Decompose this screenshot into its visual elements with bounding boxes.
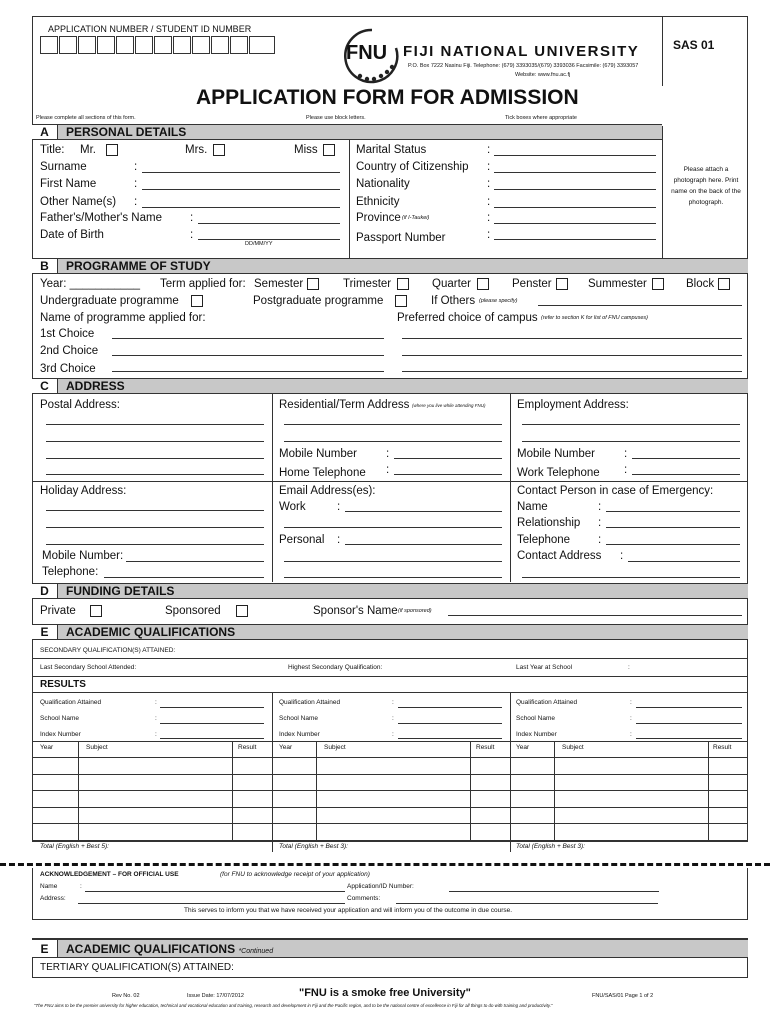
tertiary-label: TERTIARY QUALIFICATION(S) ATTAINED: <box>40 962 234 973</box>
marital-label: Marital Status <box>356 144 427 156</box>
postal-label: Postal Address: <box>40 399 120 411</box>
last-year-label: Last Year at School <box>516 664 573 671</box>
miss-checkbox[interactable] <box>323 144 335 156</box>
section-letter: B <box>32 259 58 273</box>
school-name-label: School Name <box>40 715 80 722</box>
postal-field[interactable] <box>46 458 264 459</box>
section-e-header <box>32 624 748 640</box>
section-e2-header <box>32 939 748 958</box>
quarter-checkbox[interactable] <box>477 278 489 290</box>
home-telephone-label: Home Telephone <box>279 467 366 479</box>
sponsored-label: Sponsored <box>165 605 221 617</box>
ack-name-label: Name <box>40 883 58 890</box>
col-year: Year <box>279 744 293 751</box>
campus-note: (refer to section K for list of FNU campuses) <box>541 315 648 321</box>
total-best5: Total (English + Best 5): <box>40 843 109 850</box>
logo-text: FNU <box>346 42 388 64</box>
mobile-number-label: Mobile Number <box>279 448 357 460</box>
province-field[interactable] <box>494 223 656 224</box>
photo-area[interactable] <box>662 126 748 258</box>
residential-note: (where you live while attending FNU) <box>412 403 486 408</box>
choice1-field[interactable] <box>112 338 384 339</box>
page-title: APPLICATION FORM FOR ADMISSION <box>196 86 579 109</box>
id-box[interactable] <box>78 36 96 54</box>
parent-name-field[interactable] <box>198 223 340 224</box>
if-others-note: (please specify) <box>479 298 518 304</box>
qual-attained-label: Qualification Attained <box>279 699 341 706</box>
holiday-field[interactable] <box>46 527 264 528</box>
sponsor-note: (if sponsored) <box>398 608 432 614</box>
section-c-header <box>32 378 748 394</box>
col-subject: Subject <box>562 744 584 751</box>
ack-name-field[interactable] <box>85 891 345 892</box>
holiday-mobile-label: Mobile Number: <box>42 550 124 562</box>
year-field[interactable]: Year: ___________ <box>40 278 140 290</box>
residential-label: Residential/Term Address <box>279 399 410 411</box>
mrs-checkbox[interactable] <box>213 144 225 156</box>
choice2-field[interactable] <box>112 355 384 356</box>
ack-title: ACKNOWLEDGEMENT – FOR OFFICIAL USE <box>40 871 179 878</box>
employment-mobile-field[interactable] <box>632 458 740 459</box>
penster-label: Penster <box>512 278 552 290</box>
ack-address-label: Address: <box>40 895 66 902</box>
section-letter: E <box>32 940 58 957</box>
first-name-label: First Name <box>40 178 97 190</box>
note-left: Please complete all sections of this form. <box>36 115 136 121</box>
mr-checkbox[interactable] <box>106 144 118 156</box>
sponsor-name-field[interactable] <box>448 615 742 616</box>
surname-label: Surname <box>40 161 87 173</box>
postal-field[interactable] <box>46 441 264 442</box>
footer-rev: Rev No. 02 <box>112 993 140 999</box>
section-letter: D <box>32 584 58 598</box>
semester-checkbox[interactable] <box>307 278 319 290</box>
trimester-label: Trimester <box>343 278 392 290</box>
if-others-field[interactable] <box>538 305 742 306</box>
col-result: Result <box>238 744 257 751</box>
id-box[interactable] <box>135 36 153 54</box>
email-personal-field2[interactable] <box>284 561 502 562</box>
app-id-label: APPLICATION NUMBER / STUDENT ID NUMBER <box>48 24 252 34</box>
name-programme-label: Name of programme applied for: <box>40 312 206 324</box>
emergency-address-field2[interactable] <box>522 577 740 578</box>
title-label: Title: <box>40 144 65 156</box>
school-name-label: School Name <box>279 715 319 722</box>
col-subject: Subject <box>324 744 346 751</box>
dob-format: DD/MM/YY <box>245 241 273 247</box>
last-school-label: Last Secondary School Attended: <box>40 664 137 671</box>
total-best3: Total (English + Best 3): <box>279 843 348 850</box>
private-checkbox[interactable] <box>90 605 102 617</box>
qual-attained-label: Qualification Attained <box>516 699 578 706</box>
ack-address-field[interactable] <box>78 903 345 904</box>
residential-field[interactable] <box>284 441 502 442</box>
section-letter: A <box>32 125 58 139</box>
undergrad-checkbox[interactable] <box>191 295 203 307</box>
qual-attained-field[interactable] <box>160 707 264 708</box>
emergency-name-label: Name <box>517 501 548 513</box>
emergency-address-field[interactable] <box>628 561 740 562</box>
campus1-field[interactable] <box>402 338 742 339</box>
campus3-field[interactable] <box>402 371 742 372</box>
section-title: PROGRAMME OF STUDY <box>66 259 211 273</box>
id-box[interactable] <box>173 36 191 54</box>
employment-field[interactable] <box>522 424 740 425</box>
mr-label: Mr. <box>80 144 96 156</box>
section-a-header <box>32 124 662 140</box>
choice3-label: 3rd Choice <box>40 363 96 375</box>
section-title: ACADEMIC QUALIFICATIONS *Continued <box>66 942 274 956</box>
postgrad-label: Postgraduate programme <box>253 295 384 307</box>
passport-label: Passport Number <box>356 232 446 244</box>
photo-note: Please attach a photograph here. Print name on the back of the photograph. <box>671 166 741 206</box>
block-checkbox[interactable] <box>718 278 730 290</box>
continued-note: *Continued <box>238 948 274 955</box>
qual-attained-field[interactable] <box>398 707 502 708</box>
emergency-relationship-label: Relationship <box>517 517 581 529</box>
ack-appid-label: Application/ID Number: <box>347 883 414 890</box>
other-names-label: Other Name(s) <box>40 196 117 208</box>
private-label: Private <box>40 605 76 617</box>
mrs-label: Mrs. <box>185 144 208 156</box>
nationality-field[interactable] <box>494 189 656 190</box>
website-line: Website: www.fnu.ac.fj <box>515 72 571 78</box>
id-box[interactable] <box>97 36 115 54</box>
results-label: RESULTS <box>40 679 86 690</box>
index-number-label: Index Number <box>516 731 557 738</box>
footer-slogan: "FNU is a smoke free University" <box>299 987 471 999</box>
campus2-field[interactable] <box>402 355 742 356</box>
qual-attained-label: Qualification Attained <box>40 699 102 706</box>
id-box[interactable] <box>59 36 77 54</box>
email-work-field2[interactable] <box>284 527 502 528</box>
term-label: Term applied for: <box>160 278 246 290</box>
col-result: Result <box>476 744 495 751</box>
section-d-header <box>32 583 748 599</box>
total-best3: Total (English + Best 3): <box>516 843 585 850</box>
col-result: Result <box>713 744 732 751</box>
summester-label: Summester <box>588 278 647 290</box>
emergency-address-label: Contact Address <box>517 550 602 562</box>
id-box[interactable] <box>249 36 275 54</box>
col-year: Year <box>40 744 54 751</box>
form-code: SAS 01 <box>673 38 715 52</box>
residential-field[interactable] <box>284 424 502 425</box>
postgrad-checkbox[interactable] <box>395 295 407 307</box>
sponsor-name-label: Sponsor's Name <box>313 605 398 617</box>
email-work-label: Work <box>279 501 306 513</box>
work-telephone-field[interactable] <box>632 474 740 475</box>
work-telephone-label: Work Telephone <box>517 467 600 479</box>
footer-issue: Issue Date: 17/07/2012 <box>187 993 244 999</box>
sponsored-checkbox[interactable] <box>236 605 248 617</box>
email-personal-label: Personal <box>279 534 325 546</box>
ethnicity-label: Ethnicity <box>356 196 400 208</box>
cut-line <box>0 863 770 866</box>
postal-field[interactable] <box>46 474 264 475</box>
emergency-telephone-field[interactable] <box>606 544 740 545</box>
index-number-field[interactable] <box>160 738 264 739</box>
email-work-field[interactable] <box>345 511 502 512</box>
ack-comments-label: Comments: <box>347 895 381 902</box>
semester-label: Semester <box>254 278 304 290</box>
index-number-label: Index Number <box>279 731 320 738</box>
section-letter: E <box>32 625 58 639</box>
school-name-field[interactable] <box>160 723 264 724</box>
choice2-label: 2nd Choice <box>40 345 99 357</box>
ack-appid-field[interactable] <box>449 891 659 892</box>
quarter-label: Quarter <box>432 278 471 290</box>
parent-name-label: Father's/Mother's Name <box>40 212 162 224</box>
university-name: FIJI NATIONAL UNIVERSITY <box>403 43 640 60</box>
emergency-relationship-field[interactable] <box>606 527 740 528</box>
ack-note: (for FNU to acknowledge receipt of your application) <box>220 871 370 878</box>
footer-code: FNU/SAS/01 Page 1 of 2 <box>592 993 654 999</box>
footer-mission: "The FNU aims to be the premier university for higher education, technical and vocational education and training, research and development in Fiji and the Pacific region, and to be the national centre of excellence in Fiji for all things to do with training and productivity." <box>34 1003 553 1008</box>
emergency-telephone-label: Telephone <box>517 534 571 546</box>
ack-statement: This serves to inform you that we have received your application and will inform you of the outcome in due course. <box>184 907 513 914</box>
index-number-field[interactable] <box>636 738 742 739</box>
citizenship-label: Country of Citizenship <box>356 161 469 173</box>
summester-checkbox[interactable] <box>652 278 664 290</box>
holiday-telephone-field[interactable] <box>104 577 264 578</box>
index-number-field[interactable] <box>398 738 502 739</box>
holiday-mobile-field[interactable] <box>126 561 264 562</box>
email-personal-field3[interactable] <box>284 577 502 578</box>
miss-label: Miss <box>294 144 318 156</box>
holiday-label: Holiday Address: <box>40 485 127 497</box>
section-title: ACADEMIC QUALIFICATIONS <box>66 625 236 639</box>
id-box[interactable] <box>116 36 134 54</box>
surname-field[interactable] <box>142 172 340 173</box>
passport-field[interactable] <box>494 239 656 240</box>
fnu-logo <box>336 26 408 84</box>
note-right: Tick boxes where appropriate <box>505 115 577 121</box>
if-others-label: If Others <box>431 295 476 307</box>
choice3-field[interactable] <box>112 371 384 372</box>
holiday-field[interactable] <box>46 544 264 545</box>
mobile-number-field[interactable] <box>394 458 502 459</box>
emergency-contact-label: Contact Person in case of Emergency: <box>517 485 714 497</box>
school-name-field[interactable] <box>636 723 742 724</box>
emergency-name-field[interactable] <box>606 511 740 512</box>
highest-qual-label: Highest Secondary Qualification: <box>288 664 383 671</box>
penster-checkbox[interactable] <box>556 278 568 290</box>
undergrad-label: Undergraduate programme <box>40 295 179 307</box>
home-telephone-field[interactable] <box>394 474 502 475</box>
id-box[interactable] <box>211 36 229 54</box>
holiday-field[interactable] <box>46 510 264 511</box>
col-subject: Subject <box>86 744 108 751</box>
id-box[interactable] <box>192 36 210 54</box>
secondary-attained-label: SECONDARY QUALIFICATION(S) ATTAINED: <box>40 647 176 654</box>
postal-field[interactable] <box>46 424 264 425</box>
dob-field[interactable] <box>198 239 340 240</box>
preferred-campus-label: Preferred choice of campus <box>397 312 538 324</box>
section-letter: C <box>32 379 58 393</box>
col-year: Year <box>516 744 530 751</box>
section-b-header <box>32 258 748 274</box>
qual-attained-field[interactable] <box>636 707 742 708</box>
section-title: FUNDING DETAILS <box>66 584 175 598</box>
email-personal-field[interactable] <box>345 544 502 545</box>
id-box[interactable] <box>154 36 172 54</box>
section-title: ADDRESS <box>66 379 125 393</box>
marital-field[interactable] <box>494 155 656 156</box>
nationality-label: Nationality <box>356 178 410 190</box>
dob-label: Date of Birth <box>40 229 104 241</box>
employment-label: Employment Address: <box>517 399 629 411</box>
ack-comments-field[interactable] <box>396 903 658 904</box>
school-name-label: School Name <box>516 715 556 722</box>
employment-mobile-label: Mobile Number <box>517 448 595 460</box>
other-names-field[interactable] <box>142 207 340 208</box>
trimester-checkbox[interactable] <box>397 278 409 290</box>
id-box[interactable] <box>40 36 58 54</box>
first-name-field[interactable] <box>142 189 340 190</box>
email-label: Email Address(es): <box>279 485 376 497</box>
province-note: (if I-Taukei) <box>402 215 430 221</box>
school-name-field[interactable] <box>398 723 502 724</box>
block-label: Block <box>686 278 715 290</box>
choice1-label: 1st Choice <box>40 328 95 340</box>
ethnicity-field[interactable] <box>494 207 656 208</box>
id-box[interactable] <box>230 36 248 54</box>
citizenship-field[interactable] <box>494 172 656 173</box>
address-line: P.O. Box 7222 Nasinu Fiji. Telephone: (679) 3393035/(679) 3393036 Facsimile: (679) 3393057 <box>408 63 639 69</box>
holiday-telephone-label: Telephone: <box>42 566 99 578</box>
section-title: PERSONAL DETAILS <box>66 125 187 139</box>
employment-field[interactable] <box>522 441 740 442</box>
note-mid: Please use block letters. <box>306 115 366 121</box>
province-label: Province <box>356 212 401 224</box>
index-number-label: Index Number <box>40 731 81 738</box>
